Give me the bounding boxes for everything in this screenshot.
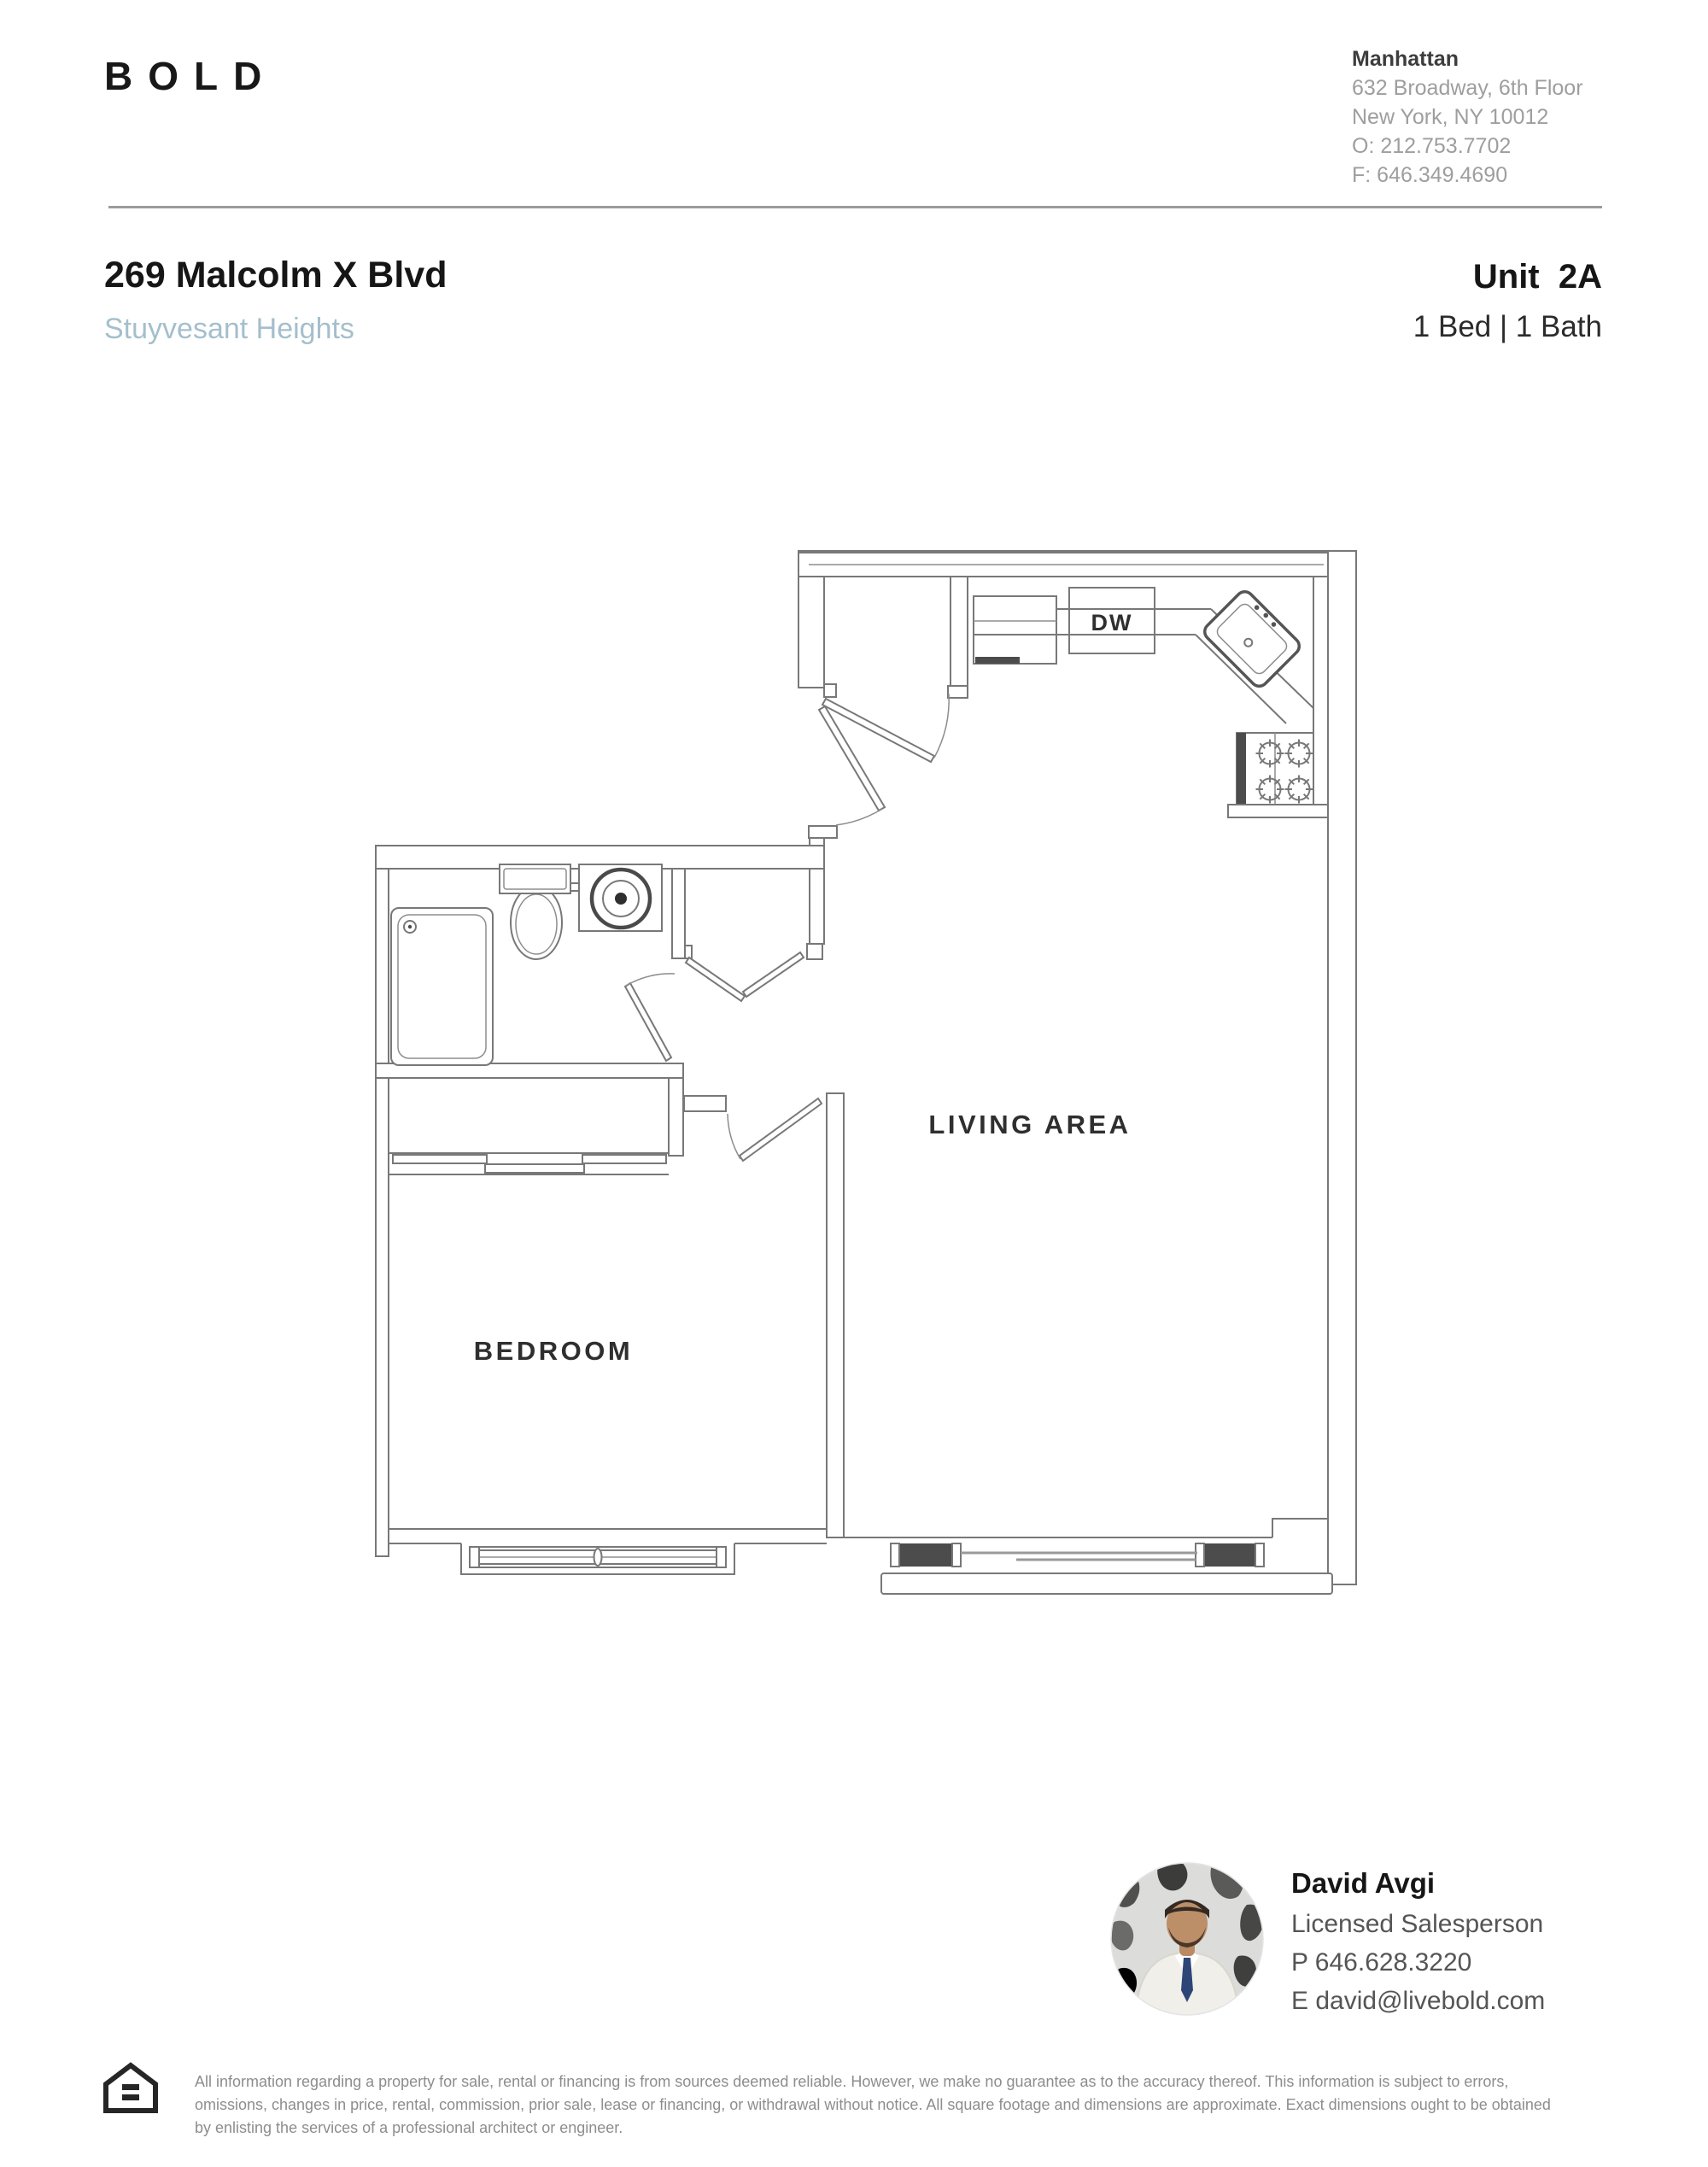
entry-left-wall <box>798 577 824 688</box>
closet-slider-panel <box>582 1155 666 1163</box>
bathroom-right-wall <box>672 869 685 958</box>
office-fax: F: 646.349.4690 <box>1352 163 1508 187</box>
unit-label: Unit 2A <box>1472 258 1602 296</box>
bathroom-fixtures <box>391 864 662 1065</box>
property-neighborhood: Stuyvesant Heights <box>104 313 354 345</box>
bedroom-door-jamb <box>684 1096 726 1111</box>
refrigerator <box>974 596 1056 664</box>
agent-phone: P 646.628.3220 <box>1291 1948 1472 1977</box>
top-window-wall <box>798 551 1356 577</box>
right-outer-wall <box>1328 551 1356 1584</box>
kitchen-fixtures <box>974 577 1328 817</box>
living-sliding-door <box>891 1543 1264 1567</box>
entry-hall-door-leaf <box>819 706 885 811</box>
stove-4-burner <box>1228 733 1328 817</box>
office-region: Manhattan <box>1352 47 1459 71</box>
beds-baths-label: 1 Bed | 1 Bath <box>1413 310 1602 343</box>
closet-right-wall <box>669 1078 683 1156</box>
toilet <box>500 864 580 959</box>
agent-info-block <box>1291 1867 1545 2025</box>
office-contact-block <box>1352 44 1583 190</box>
dishwasher-label: DW <box>1091 610 1133 635</box>
bedroom-door-leaf <box>740 1098 822 1161</box>
hall-closet-door-left <box>686 958 745 1001</box>
dishwasher <box>1069 588 1155 653</box>
bathroom-door-leaf <box>625 983 671 1061</box>
office-phone: O: 212.753.7702 <box>1352 134 1512 158</box>
round-sink <box>579 864 662 931</box>
office-address-line2: New York, NY 10012 <box>1352 105 1549 129</box>
floor-plan-drawing <box>342 538 1366 1606</box>
corner-sink <box>1202 589 1303 690</box>
equal-housing-icon <box>102 2062 159 2113</box>
bedroom-window <box>470 1547 726 1567</box>
office-address-line1: 632 Broadway, 6th Floor <box>1352 76 1583 100</box>
bedroom-label: BEDROOM <box>473 1336 634 1366</box>
bathtub <box>391 908 493 1065</box>
plan-walls <box>376 551 1356 1594</box>
header-divider <box>108 206 1602 208</box>
closet-slider-panel <box>485 1164 584 1173</box>
agent-email: E david@livebold.com <box>1291 1987 1546 2015</box>
living-area-label: LIVING AREA <box>928 1110 1132 1139</box>
hall-closet-door-right <box>743 952 804 997</box>
agent-headshot-photo <box>1110 1862 1264 2016</box>
bold-logo: BOLD <box>104 54 278 98</box>
legal-disclaimer: All information regarding a property for sale, rental or financing is from sources deemed reliable. However, we make no guarantee as to the accuracy thereof. This information is subject to errors, omissions, changes in price, rental, commission, prior sale, lease or financing, or withdrawal without notice. All square footage and dimensions are approximate. Exact dimensions ought to be obtained by enlisting the services of a professional architect or engineer. <box>195 2073 1551 2136</box>
property-address: 269 Malcolm X Blvd <box>104 255 447 296</box>
closet-slider-panel <box>393 1155 487 1163</box>
left-outer-wall <box>376 869 389 1556</box>
stove-shelf <box>1228 805 1328 817</box>
terrace-step <box>881 1573 1332 1594</box>
unit-info-block <box>1413 258 1602 344</box>
agent-title: Licensed Salesperson <box>1291 1910 1544 1938</box>
bedroom-living-divider-wall <box>827 1093 844 1537</box>
agent-name: David Avgi <box>1291 1867 1436 1899</box>
vestibule-right-wall <box>951 577 968 686</box>
